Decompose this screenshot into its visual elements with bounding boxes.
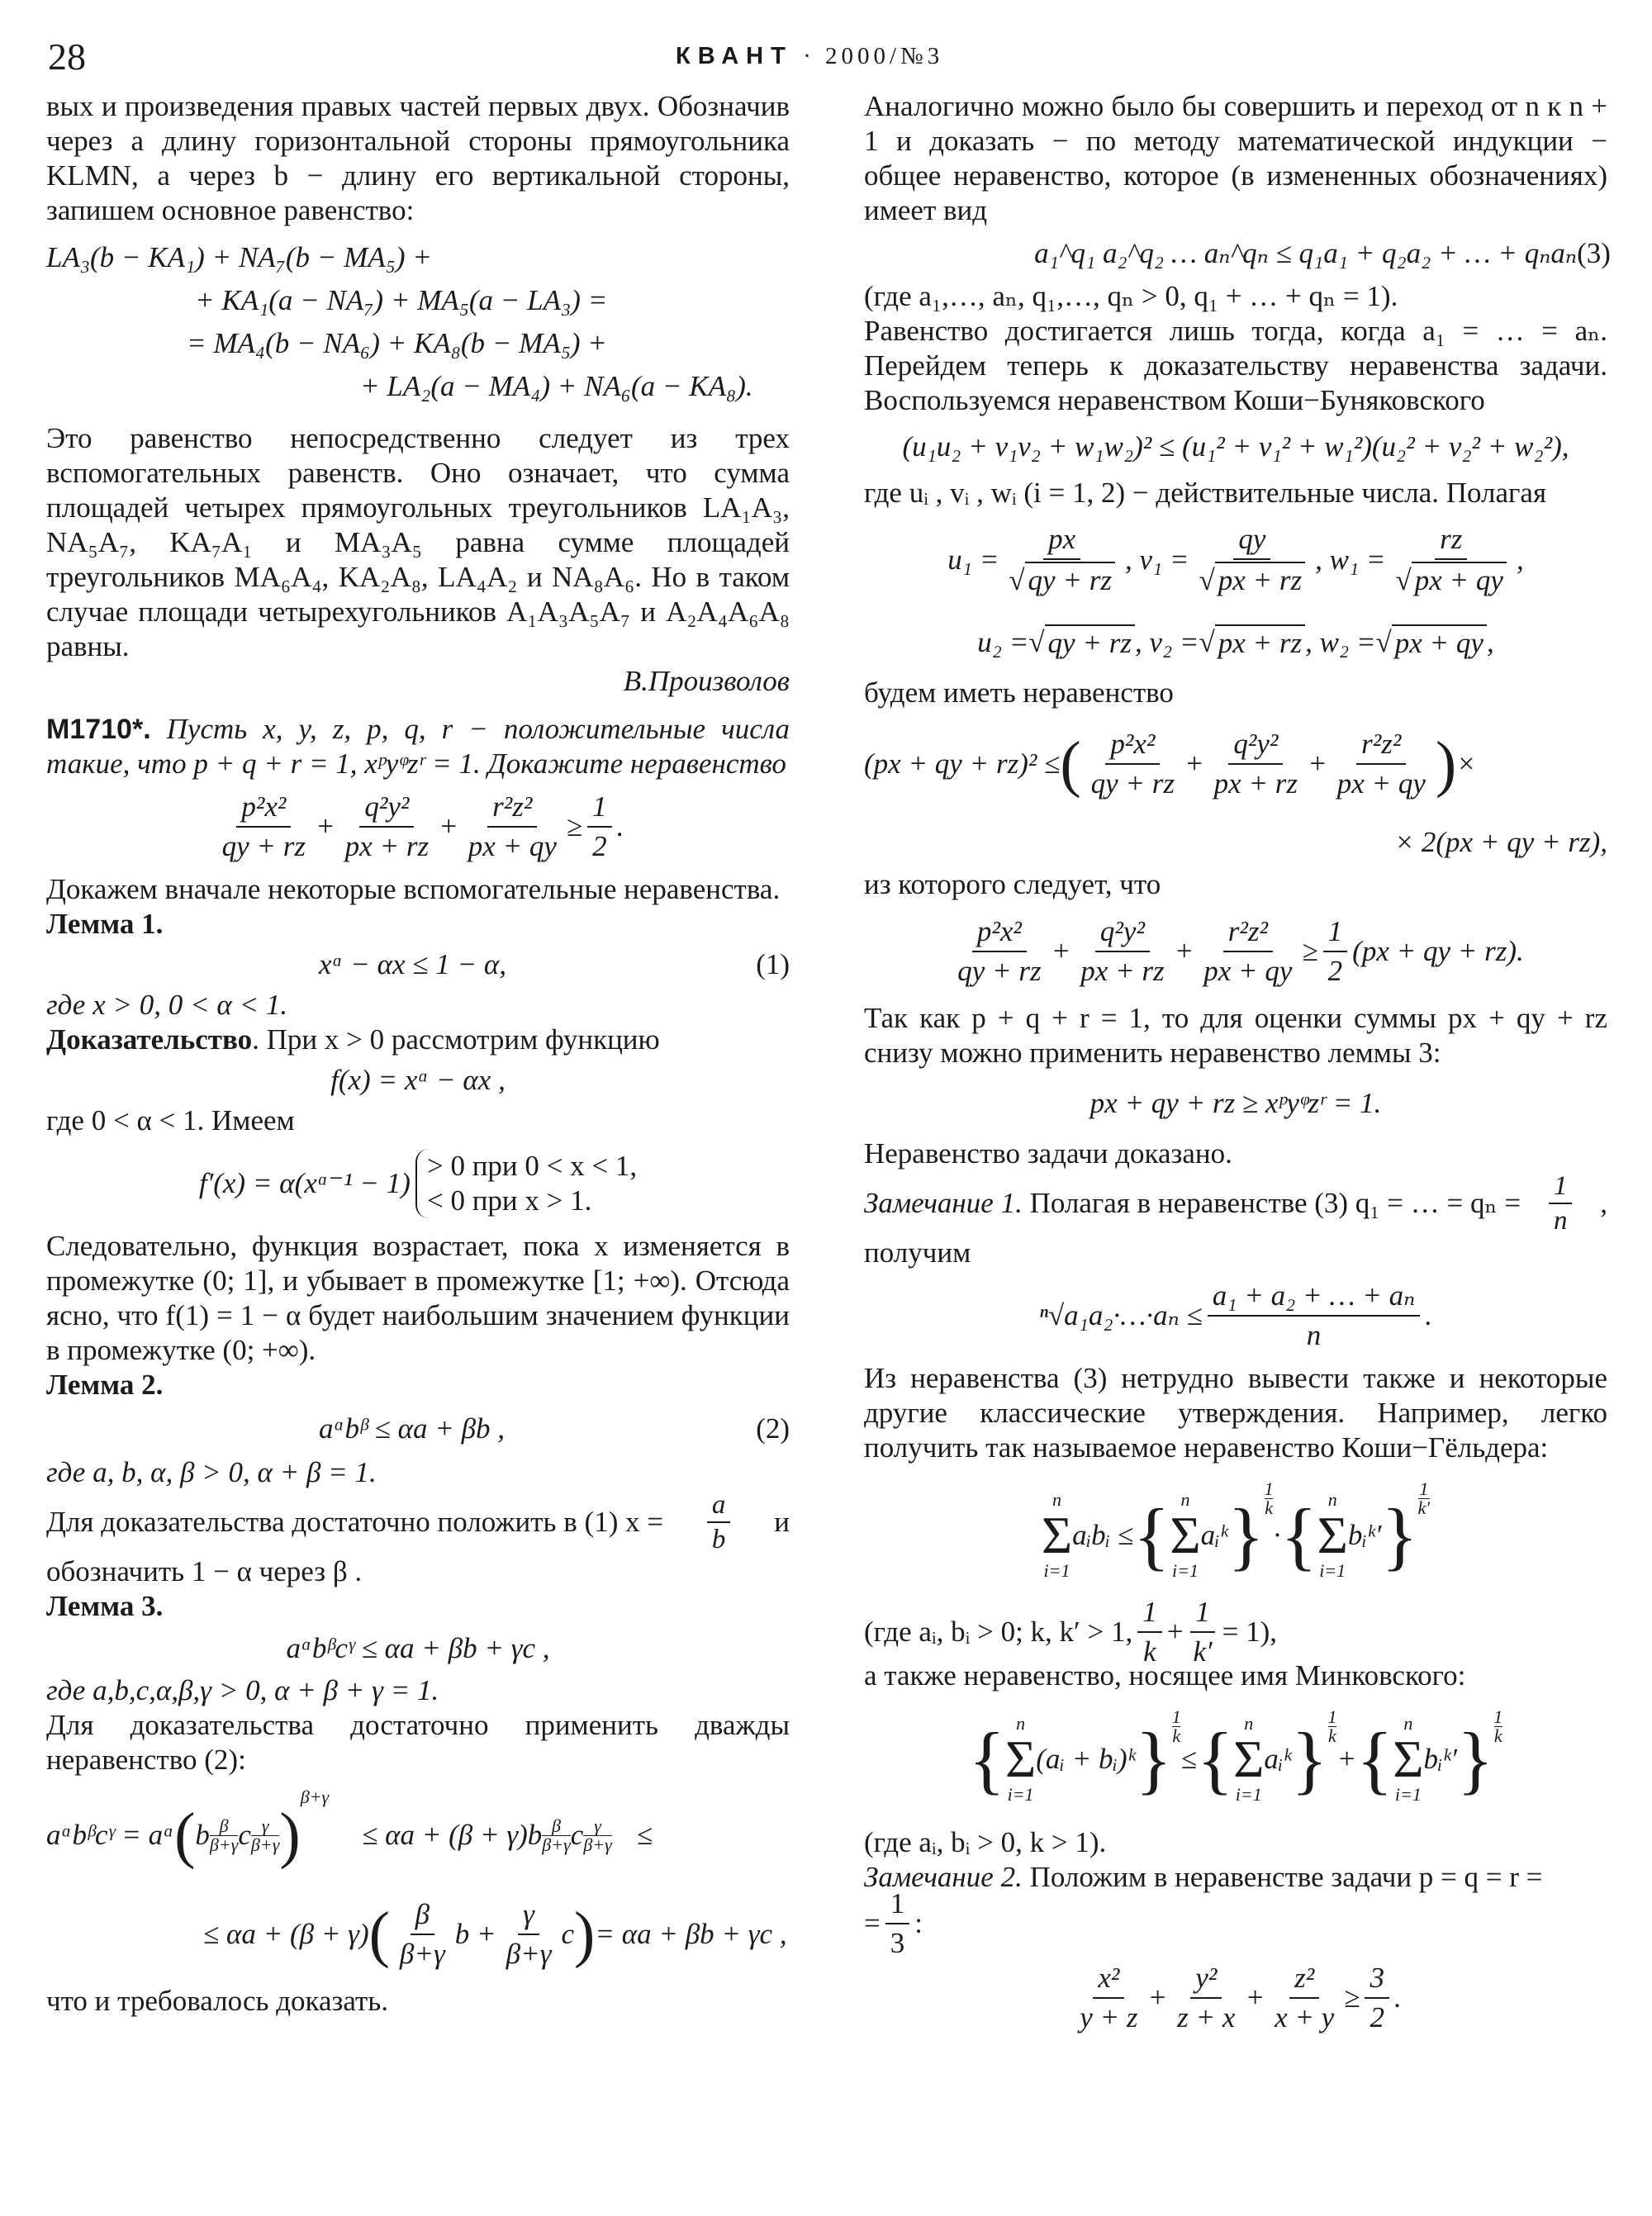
text: Для доказательства достаточно положить в (1) x = bbox=[46, 1506, 664, 1538]
derivation-line: aᵅbᵝcᵞ = aᵅ ( b β β+γ c γ β+γ ) β+γ ≤ αa + (β + γ)b β β+γ c $\frac{\gamma}{\beta+\gamma}$ ≤ bbox=[46, 1787, 653, 1870]
denominator: b bbox=[711, 1525, 726, 1554]
problem-statement bbox=[46, 712, 790, 781]
final-inequality: $\frac{\text{x²}}{y + z}$ + $\frac{\text{y²}}{z + x}$ + $\frac{\text{z²}}{x + y}$ ≥ $\frac{3}{2}$ . bbox=[1080, 1962, 1402, 2033]
issue-label: · 2000/№3 bbox=[803, 43, 944, 69]
paragraph: Неравенство задачи доказано. bbox=[864, 1137, 1232, 1170]
running-header bbox=[676, 43, 943, 70]
text: b bbox=[195, 1819, 210, 1851]
text: и bbox=[774, 1506, 790, 1538]
remark: Замечание 1. Полагая в неравенстве (3) q₁ = … = qₙ = $\frac{1}{n}$ , bbox=[864, 1171, 1607, 1236]
paragraph: что и требовалось доказать. bbox=[46, 1985, 389, 2017]
condition: где a,b,c,α,β,γ > 0, α + β + γ = 1. bbox=[46, 1674, 439, 1706]
numerator: a bbox=[707, 1490, 731, 1523]
text: = αa + βb + γc , bbox=[595, 1918, 787, 1950]
text: ≤ αa + (β + γ)b bbox=[362, 1819, 543, 1851]
am-gm-inequality: ⁿ√a₁a₂·…·aₙ ≤ $\frac{\text{a₁ + a₂ + … + aₙ}}{n}$ . bbox=[1038, 1279, 1433, 1351]
problem-text: Пусть x, y, z, p, q, r − положительные числа такие, что p + q + r = 1, xᵖyᵠzʳ = 1. Докажите неравенство bbox=[46, 713, 790, 780]
lemma2-equation bbox=[46, 1402, 790, 1455]
left-column bbox=[46, 89, 790, 2019]
proof-line bbox=[46, 1023, 790, 1057]
equation-line: LA₃(b − KA₁) + NA₇(b − MA₅) + bbox=[46, 241, 432, 273]
cauchy-bunyakovsky: (u₁u₂ + v₁v₂ + w₁w₂)² ≤ (u₁² + v₁² + w₁²)(u₂² + v₂² + w₂²), bbox=[902, 430, 1569, 463]
equation: xᵅ − αx ≤ 1 − α, bbox=[319, 948, 506, 980]
equation: aᵅbᵝ ≤ αa + βb , bbox=[319, 1412, 506, 1445]
derivative-equation bbox=[46, 1138, 790, 1229]
cases bbox=[415, 1149, 637, 1218]
text: aᵅbᵝcᵞ = aᵅ bbox=[46, 1819, 175, 1851]
paragraph: а также неравенство, носящее имя Минковского: bbox=[864, 1659, 1466, 1692]
lemma-title: Лемма 1. bbox=[46, 908, 164, 940]
substitution-line: u₂ = √ qy + rz , v₂ = √ px + rz , w₂ = √ px + qy , bbox=[977, 626, 1494, 659]
equation-line: = MA₄(b − NA₆) + KA₈(b − MA₅) + bbox=[187, 327, 607, 359]
equation-number: (2) bbox=[756, 1412, 790, 1445]
paragraph: получим bbox=[864, 1236, 971, 1269]
denominator: px + rz bbox=[344, 830, 430, 862]
case: > 0 при 0 < x < 1, bbox=[426, 1150, 638, 1182]
problem-number: М1710*. bbox=[46, 714, 151, 745]
function-definition: f(x) = xᵅ − αx , bbox=[330, 1064, 506, 1096]
right-column bbox=[864, 89, 1611, 2043]
paragraph: где uᵢ , vᵢ , wᵢ (i = 1, 2) − действительные числа. Полагая bbox=[864, 477, 1547, 509]
derived-inequality: (px + qy + rz)² ≤ ( $\frac{\text{p²x²}}{qy + rz}$ + $\frac{\text{q²y²}}{px + rz}$ + $\frac{\text{r²z²}}{px + qy}$ ) × bbox=[864, 728, 1476, 800]
text: ≤ bbox=[636, 1819, 653, 1851]
proof-text: . При x > 0 рассмотрим функцию bbox=[252, 1023, 660, 1056]
remark-cont: = $\frac{1}{3}$ : bbox=[864, 1887, 923, 1959]
case: < 0 при x > 1. bbox=[426, 1184, 592, 1217]
magazine-title: КВАНТ bbox=[676, 43, 793, 69]
proof-label: Доказательство bbox=[46, 1023, 253, 1056]
equation-line: + KA₁(a − NA₇) + MA₅(a − LA₃) = bbox=[195, 284, 608, 316]
paragraph: Аналогично можно было бы совершить и переход от n к n + 1 и доказать − по методу математической индукции − общее неравенство, которое (в измененных обозначениях) имеет вид bbox=[864, 90, 1607, 226]
lemma-title: Лемма 3. bbox=[46, 1590, 164, 1622]
equation: a₁^q₁ a₂^q₂ … aₙ^qₙ ≤ q₁a₁ + q₂a₂ + … + qₙaₙ bbox=[1034, 237, 1578, 269]
denominator: px + qy bbox=[468, 830, 557, 862]
denominator: qy + rz bbox=[221, 830, 306, 862]
text: ≤ αa + (β + γ) bbox=[203, 1918, 369, 1950]
numerator: p²x² bbox=[236, 790, 291, 828]
paragraph: Из неравенства (3) нетрудно вывести также и некоторые другие классические утверждения. Например, легко получить так называемое неравенство Коши−Гёльдера: bbox=[864, 1362, 1607, 1464]
derived-inequality-cont: × 2(px + qy + rz), bbox=[1394, 826, 1607, 858]
equation-lhs: f′(x) = α(xᵅ⁻¹ − 1) bbox=[198, 1167, 411, 1199]
paragraph: из которого следует, что bbox=[864, 868, 1161, 900]
paragraph: Равенство достигается лишь тогда, когда a₁ = … = aₙ. Перейдем теперь к доказательству неравенства задачи. Воспользуемся неравенством Коши−Буняковского bbox=[864, 315, 1607, 416]
lemma1-equation bbox=[46, 942, 790, 988]
condition: где x > 0, 0 < α < 1. bbox=[46, 989, 288, 1021]
minkowski-inequality: { n Σ i=1 (aᵢ + bᵢ)ᵏ } $^{\frac{1}{k}}$ ≤ { n Σ i=1 aᵢᵏ } $^{1 k}$ + { n Σ i=1 bᵢᵏ′ } $^{1 k}$ bbox=[968, 1706, 1503, 1805]
lemma3-equation: aᵅbᵝcᵞ ≤ αa + βb + γc , bbox=[286, 1632, 550, 1664]
equation-line: + LA₂(a − MA₄) + NA₆(a − KA₈). bbox=[360, 370, 753, 402]
holder-inequality: n Σ i=1 aᵢbᵢ ≤ { n Σ i=1 aᵢᵏ } $^{1 k}$ · { n Σ i=1 bᵢᵏ′ } $^{1 k'}$ bbox=[1041, 1478, 1431, 1581]
derivation-line: ≤ αa + (β + γ) ( $\frac{\beta}{\beta+\gamma}$ b + $\frac{\gamma}{\beta+\gamma}$ c ) = αa + βb + γc , bbox=[203, 1898, 787, 1970]
lemma-title: Лемма 2. bbox=[46, 1369, 164, 1401]
lemma3-application: px + qy + rz ≥ xᵖyᵠzʳ = 1. bbox=[1089, 1087, 1382, 1119]
paragraph: будем иметь неравенство bbox=[864, 676, 1174, 709]
denominator: 2 bbox=[592, 830, 607, 862]
paragraph: Так как p + q + r = 1, то для оценки суммы px + qy + rz снизу можно применить неравенство леммы 3: bbox=[864, 1002, 1607, 1069]
author: В.Произволов bbox=[623, 665, 790, 697]
numerator: 1 bbox=[587, 790, 612, 828]
equation-number: (1) bbox=[756, 948, 790, 980]
remark: Замечание 2. Положим в неравенстве задачи p = q = r = bbox=[864, 1861, 1543, 1893]
condition: (где aᵢ, bᵢ > 0; k, k′ > 1, $\frac{1}{k}$ + $\frac{1}{k'}$ = 1), bbox=[864, 1596, 1278, 1668]
result-inequality: $\frac{\text{p²x²}}{qy + rz}$ + $\frac{\text{q²y²}}{px + rz}$ + $\frac{\text{r²z²}}{px + qy}$ ≥ $\frac{1}{2}$ (px + qy + rz). bbox=[957, 915, 1524, 987]
text: c bbox=[570, 1819, 584, 1851]
substitution-line: u₁ = $\frac{px}{√ qy + rz}$ , v₁ = $\frac{qy}{√ px + rz}$ , w₁ = $\frac{rz}{√ px + qy}$ , bbox=[947, 523, 1524, 596]
paragraph bbox=[46, 1490, 790, 1554]
numerator: q²y² bbox=[359, 790, 414, 828]
page-number: 28 bbox=[48, 36, 86, 78]
paragraph: где 0 < α < 1. Имеем bbox=[46, 1104, 295, 1136]
paragraph: вых и произведения правых частей первых двух. Обозначив через a длину горизонтальной стороны прямоугольника KLMN, а через b − длину его вертикальной стороны, запишем основное равенство: bbox=[46, 90, 790, 226]
condition: (где a₁,…, aₙ, q₁,…, qₙ > 0, q₁ + … + qₙ = 1). bbox=[864, 280, 1398, 312]
paragraph: Докажем вначале некоторые вспомогательные неравенства. bbox=[46, 873, 781, 905]
paragraph: обозначить 1 − α через β . bbox=[46, 1555, 363, 1587]
text: c bbox=[238, 1819, 251, 1851]
paragraph: Для доказательства достаточно применить дважды неравенство (2): bbox=[46, 1709, 790, 1776]
condition: где a, b, α, β > 0, α + β = 1. bbox=[46, 1456, 377, 1488]
paragraph: Следовательно, функция возрастает, пока x изменяется в промежутке (0; 1], и убывает в промежутке [1; +∞). Отсюда ясно, что f(1) = 1 − α будет наибольшим значением функции в промежутке (0; +∞). bbox=[46, 1230, 790, 1366]
paragraph: Это равенство непосредственно следует из трех вспомогательных равенств. Оно означает, что сумма площадей четырех прямоугольных треугольников LA₁A₃, NA₅A₇, KA₇A₁ и MA₃A₅ равна сумме площадей треугольников MA₆A₄, KA₂A₈, LA₄A₂ и NA₈A₆. Но в таком случае площади четырехугольников A₁A₃A₅A₇ и A₂A₄A₆A₈ равны. bbox=[46, 422, 790, 662]
general-inequality bbox=[864, 228, 1611, 279]
equation-number: (3) bbox=[1577, 237, 1611, 269]
numerator: r²z² bbox=[487, 790, 537, 828]
problem-inequality: $\frac{\text{p²x²}}{qy + rz}$ + $\frac{\text{q²y²}}{px + rz}$ + $\frac{\text{r²z²}}{px + qy}$ ≥ $\frac{1}{2}$ . bbox=[46, 781, 790, 872]
condition: (где aᵢ, bᵢ > 0, k > 1). bbox=[864, 1826, 1107, 1858]
